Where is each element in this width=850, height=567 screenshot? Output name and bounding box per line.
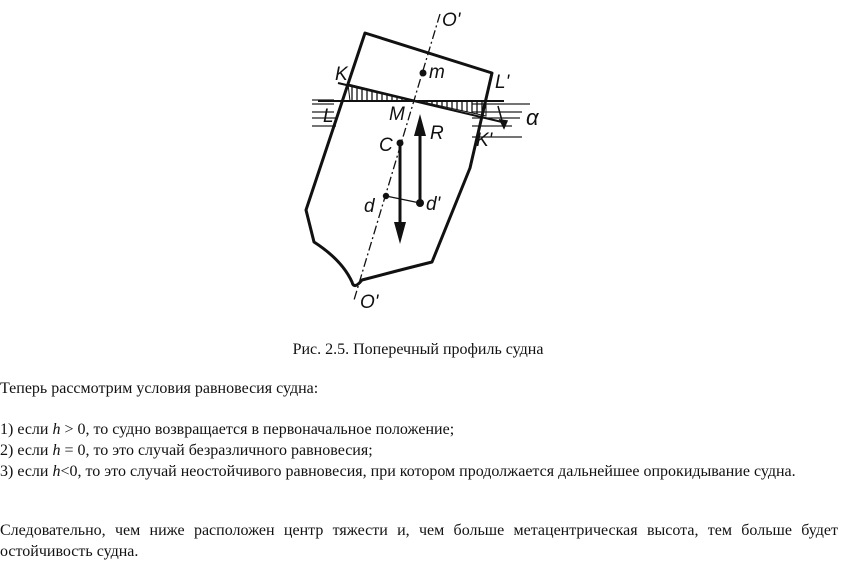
ship-cross-section-figure: [290, 0, 560, 330]
point-m-small: [420, 70, 427, 77]
emerged-wedge: [348, 84, 418, 101]
condition-item: 1) если h > 0, то судно возвращается в первоначальное положение;: [0, 421, 455, 438]
variable-h: h: [52, 442, 61, 459]
variable-h: h: [52, 463, 61, 480]
conditions-list: [0, 419, 838, 503]
buoyancy-arrow-r: [414, 114, 426, 203]
label-o-top: O': [442, 10, 461, 31]
intro-paragraph: Теперь рассмотрим условия равновесия судна:: [0, 380, 319, 397]
immersed-wedge: [418, 101, 486, 116]
label-o-bottom: O': [360, 292, 379, 313]
condition-item: 2) если h = 0, то это случай безразличного равновесия;: [0, 442, 373, 459]
label-r: R: [430, 123, 444, 144]
label-l: L: [323, 106, 334, 127]
label-k: K: [335, 64, 348, 85]
label-k-prime: K': [476, 130, 493, 151]
angle-alpha-marker: [498, 106, 507, 128]
label-d-prime: d': [426, 194, 441, 215]
label-m: m: [429, 62, 445, 83]
figure-caption: Рис. 2.5. Поперечный профиль судна: [292, 341, 544, 358]
ship-profile-diagram: [290, 0, 560, 330]
label-c: C: [379, 135, 393, 156]
label-alpha: α: [526, 105, 539, 130]
condition-item: 3) если h<0, то это случай неостойчивого равновесия, при котором продолжается дальнейшее опрокидывание судна.: [0, 463, 796, 480]
label-l-prime: L': [495, 72, 510, 93]
centerline-o-o: [354, 14, 440, 300]
variable-h: h: [52, 421, 61, 438]
d-dprime-connector: [386, 196, 420, 203]
gravity-arrow: [394, 143, 406, 244]
label-big-m: M: [389, 104, 405, 125]
label-d: d: [364, 196, 375, 217]
conclusion-paragraph: Следовательно, чем ниже расположен центр тяжести и, чем больше метацентрическая высота, тем больше будет остойчивость судна.: [0, 522, 838, 560]
